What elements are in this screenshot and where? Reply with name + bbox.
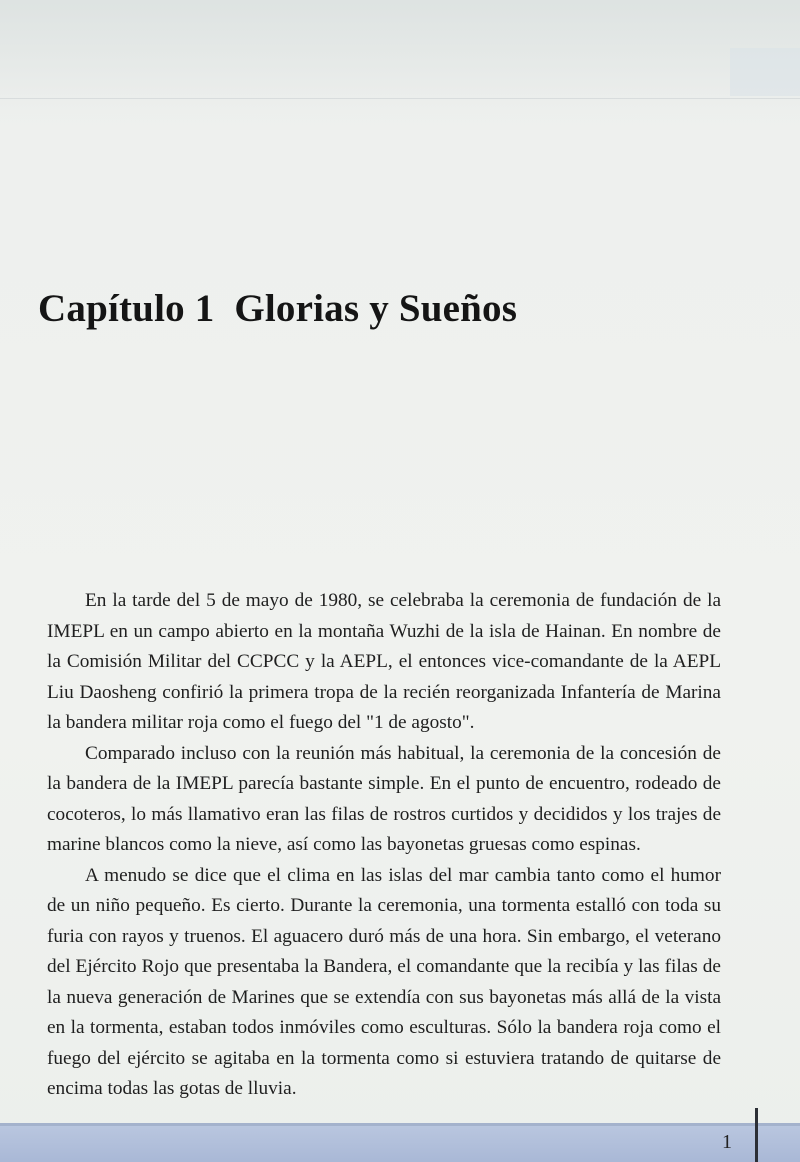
paragraph-3: A menudo se dice que el clima en las islas del mar cambia tanto como el humor de un niño pequeño. Es cierto. Durante la ceremonia, una tormenta estalló con toda su furia con rayos y truenos. El aguacero duró más de una hora. Sin embargo, el veterano del Ejército Rojo que presentaba la Bandera, el comandante que la recibía y las filas de la nueva generación de Marines que se extendía con sus bayonetas más allá de la vista en la tormenta, estaban todos inmóviles como esculturas. Sólo la bandera roja como el fuego del ejército se agitaba en la tormenta como si estuviera tratando de quitarse de encima todas las gotas de lluvia.: [47, 864, 721, 1099]
page-edge-marker: [755, 1108, 758, 1162]
header-rule: [0, 98, 800, 99]
page-tab-marker: [730, 48, 800, 96]
page-number: 1: [722, 1131, 732, 1153]
page-top-shadow: [0, 0, 800, 110]
footer-band: [0, 1126, 800, 1162]
publisher-watermark: [280, 191, 760, 608]
chapter-title: Capítulo 1 Glorias y Sueños: [38, 287, 518, 330]
paragraph-2: Comparado incluso con la reunión más habitual, la ceremonia de la concesión de la bandera de la IMEPL parecía bastante simple. En el punto de encuentro, rodeado de cocoteros, lo más llamativo eran las filas de rostros curtidos y decididos y los trajes de marine blancos como la nieve, así como las bayonetas gruesas como espinas.: [47, 742, 721, 855]
paragraph-1: En la tarde del 5 de mayo de 1980, se celebraba la ceremonia de fundación de la IMEPL en un campo abierto en la montaña Wuzhi de la isla de Hainan. En nombre de la Comisión Militar del CCPCC y la AEPL, el entonces vice-comandante de la AEPL Liu Daosheng confirió la primera tropa de la recién reorganizada Infantería de Marina la bandera militar roja como el fuego del "1 de agosto".: [47, 590, 721, 733]
body-text: [47, 586, 721, 1105]
